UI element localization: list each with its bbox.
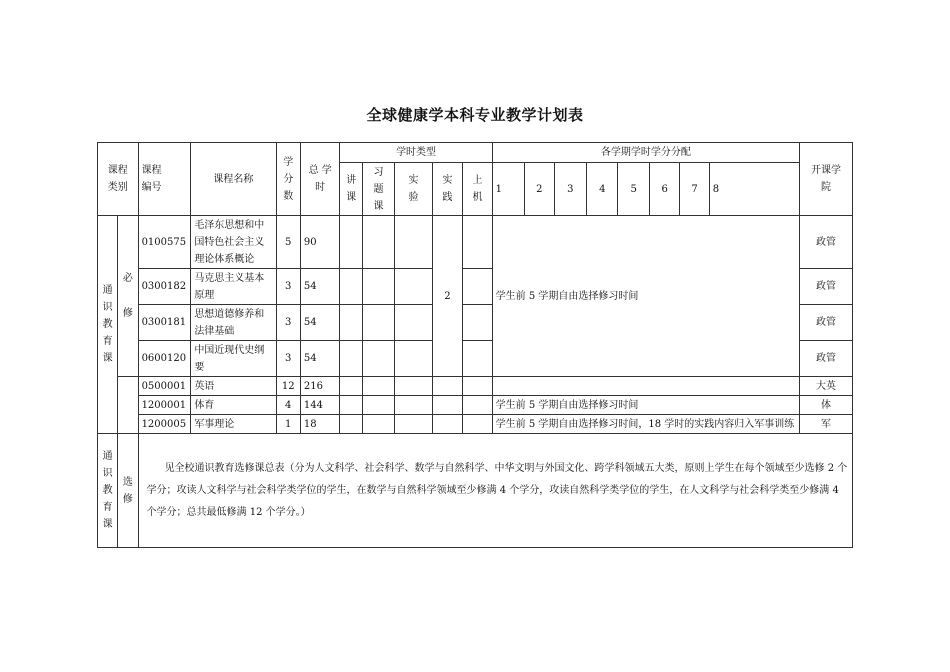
course-code: 0600120 <box>138 341 191 377</box>
semester-note-politics: 学生前 5 学期自由选择修习时间 <box>492 216 799 377</box>
table-row <box>98 377 853 396</box>
table-row <box>98 415 853 434</box>
table-row <box>98 396 853 415</box>
elective-row <box>98 434 853 548</box>
practice-hours: 2 <box>432 216 462 377</box>
course-credits: 3 <box>276 269 300 305</box>
course-credits: 1 <box>276 415 300 434</box>
header-semester-7: 7 <box>680 163 709 216</box>
table-row <box>98 216 853 269</box>
header-semester-3: 3 <box>554 163 586 216</box>
course-credits: 4 <box>276 396 300 415</box>
course-credits: 3 <box>276 341 300 377</box>
course-name: 思想道德修养和法律基础 <box>191 305 276 341</box>
header-semester-distribution: 各学期学时学分分配 <box>492 143 799 163</box>
course-college: 政管 <box>800 269 853 305</box>
header-college: 开课学 院 <box>800 143 853 216</box>
course-code: 0300181 <box>138 305 191 341</box>
header-practice: 实 践 <box>432 163 462 216</box>
page-title: 全球健康学本科专业教学计划表 <box>366 106 584 124</box>
course-hours: 216 <box>300 377 340 396</box>
general-ed-elective-category: 通 识 教 育 课 <box>98 434 118 548</box>
header-semester-6: 6 <box>649 163 679 216</box>
course-hours: 144 <box>300 396 340 415</box>
course-code: 0300182 <box>138 269 191 305</box>
header-semester-5: 5 <box>618 163 649 216</box>
course-college: 军 <box>800 415 853 434</box>
header-hour-types: 学时类型 <box>340 143 492 163</box>
elective-note: 见全校通识教育选修课总表（分为人文科学、社会科学、数学与自然科学、中华文明与外国文化、跨学科领域五大类，原则上学生在每个领域至少选修 2 个学分；攻读人文科学与社会科学类学位的学生，在数学与自然科学领域至少修满 4 个学分，攻读自然科学类学位的学生，在人文科学与社会科学类至少修满 4 个学分；总共最低修满 12 个学分。） <box>138 434 852 548</box>
course-college: 政管 <box>800 341 853 377</box>
course-credits: 5 <box>276 216 300 269</box>
course-hours: 54 <box>300 305 340 341</box>
course-code: 1200005 <box>138 415 191 434</box>
course-code: 0500001 <box>138 377 191 396</box>
required-label: 必 修 <box>118 216 138 377</box>
course-hours: 54 <box>300 269 340 305</box>
course-credits: 12 <box>276 377 300 396</box>
semester-note-military: 学生前 5 学期自由选择修习时间，18 学时的实践内容归入军事训练 <box>492 415 799 434</box>
elective-label: 选 修 <box>118 434 138 548</box>
header-code: 课程 编号 <box>138 143 191 216</box>
teaching-plan-table <box>97 142 853 548</box>
course-college: 大英 <box>800 377 853 396</box>
category-blank <box>118 377 138 434</box>
general-ed-category: 通 识 教 育 课 <box>98 216 118 434</box>
header-category: 课程 类别 <box>98 143 139 216</box>
header-hours: 总 学 时 <box>300 143 340 216</box>
header-semester-8: 8 <box>709 163 799 216</box>
course-college: 体 <box>800 396 853 415</box>
header-semester-2: 2 <box>525 163 554 216</box>
course-college: 政管 <box>800 305 853 341</box>
course-name: 中国近现代史纲要 <box>191 341 276 377</box>
course-hours: 18 <box>300 415 340 434</box>
header-name: 课程名称 <box>191 143 276 216</box>
course-name: 军事理论 <box>191 415 276 434</box>
header-semester-1: 1 <box>492 163 524 216</box>
semester-note-pe: 学生前 5 学期自由选择修习时间 <box>492 396 799 415</box>
course-name: 英语 <box>191 377 276 396</box>
header-exercise: 习 题 课 <box>362 163 394 216</box>
course-credits: 3 <box>276 305 300 341</box>
header-computer: 上 机 <box>463 163 492 216</box>
course-hours: 54 <box>300 341 340 377</box>
header-lecture: 讲 课 <box>340 163 362 216</box>
course-name: 体育 <box>191 396 276 415</box>
course-name: 毛泽东思想和中国特色社会主义理论体系概论 <box>191 216 276 269</box>
course-code: 1200001 <box>138 396 191 415</box>
course-name: 马克思主义基本原理 <box>191 269 276 305</box>
course-hours: 90 <box>300 216 340 269</box>
course-code: 0100575 <box>138 216 191 269</box>
header-row-1 <box>98 143 853 163</box>
header-credits: 学 分 数 <box>276 143 300 216</box>
header-experiment: 实 验 <box>395 163 433 216</box>
header-semester-4: 4 <box>587 163 618 216</box>
course-college: 政管 <box>800 216 853 269</box>
